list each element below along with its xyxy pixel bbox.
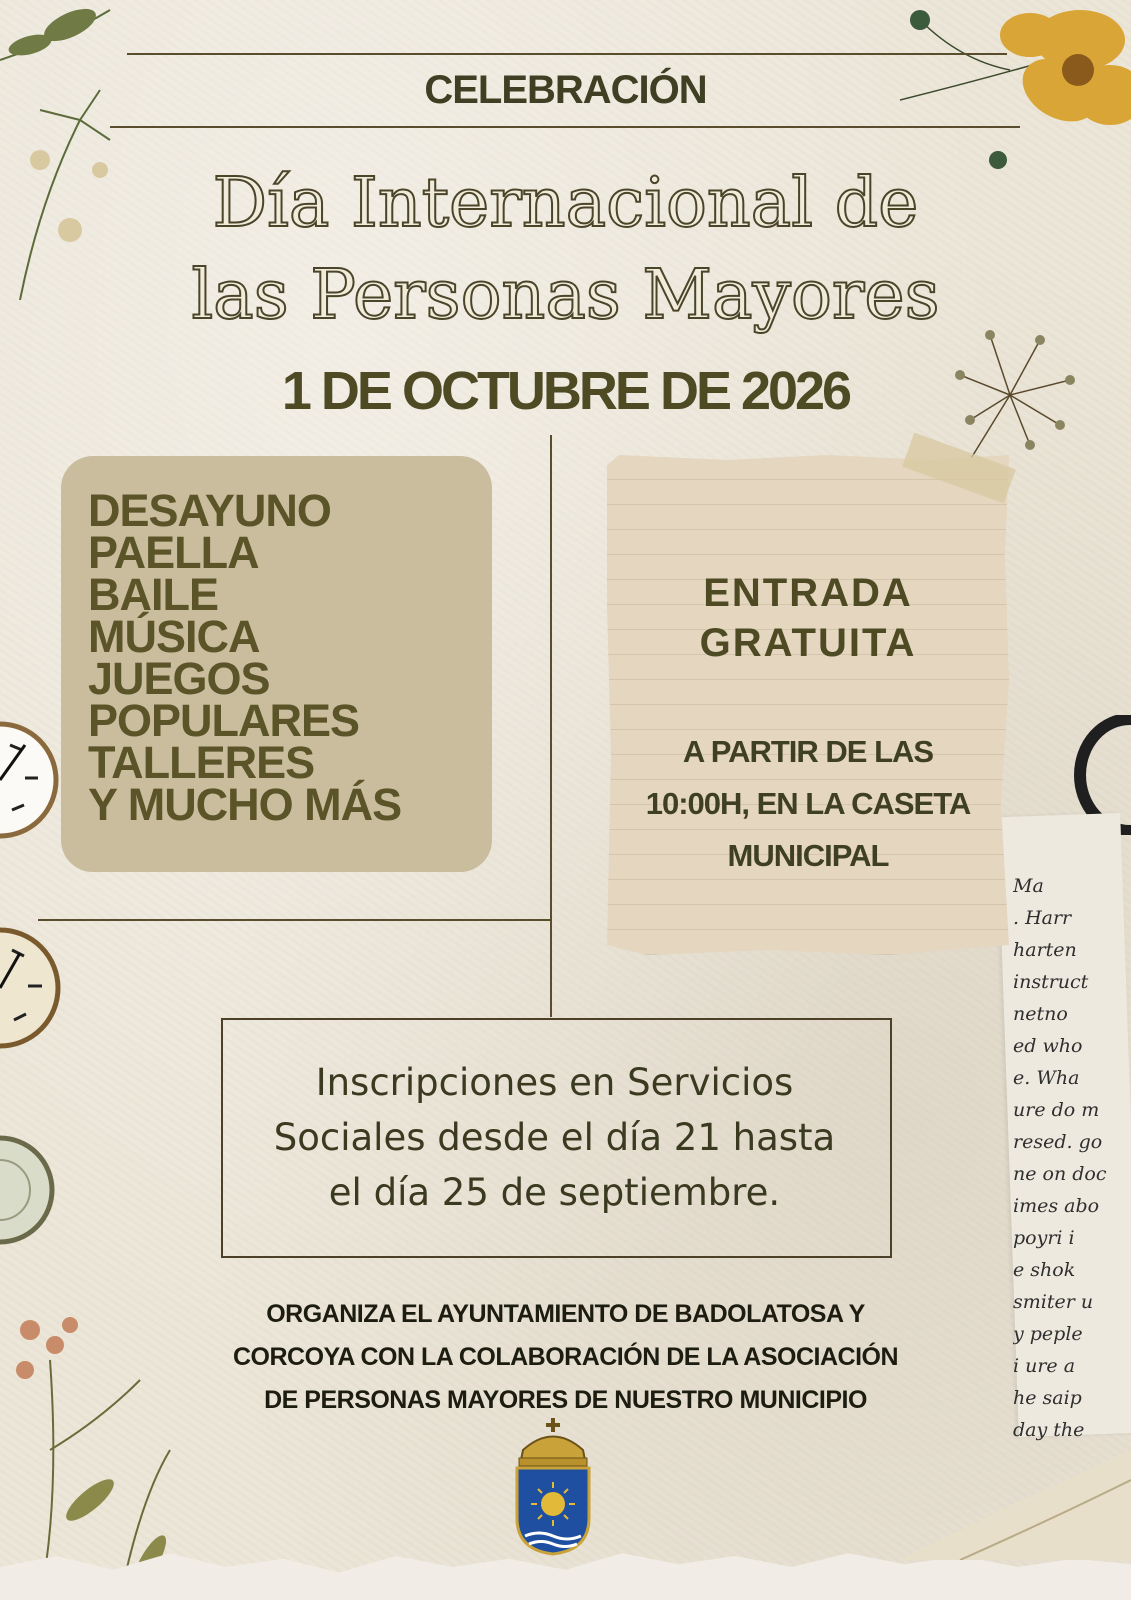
horario-line-3: MUNICIPAL bbox=[727, 838, 889, 873]
top-rule-upper bbox=[127, 53, 1007, 55]
organizer-line-1: ORGANIZA EL AYUNTAMIENTO DE BADOLATOSA Y bbox=[266, 1300, 865, 1328]
free-entry-text bbox=[607, 568, 1009, 668]
title-line-1: Día Internacional de bbox=[212, 164, 919, 243]
coat-of-arms-icon bbox=[505, 1418, 601, 1556]
clock-icon bbox=[0, 898, 62, 1078]
event-title bbox=[0, 158, 1131, 342]
organizer-line-3: DE PERSONAS MAYORES DE NUESTRO MUNICIPIO bbox=[264, 1386, 867, 1414]
registration-line-3: el día 25 de septiembre. bbox=[328, 1171, 781, 1214]
clock-icon bbox=[0, 1105, 56, 1275]
entrada-line-1: ENTRADA bbox=[703, 571, 913, 615]
activity-item: Y MUCHO MÁS bbox=[88, 779, 402, 830]
clock-icon bbox=[0, 690, 60, 870]
registration-line-1: Inscripciones en Servicios bbox=[315, 1061, 794, 1104]
top-rule-lower bbox=[110, 126, 1020, 128]
page-curl bbox=[900, 1440, 1131, 1560]
eyebrow-text: CELEBRACIÓN bbox=[424, 68, 707, 112]
horario-line-2: 10:00H, EN LA CASETA bbox=[645, 786, 971, 821]
activity-item: JUEGOS bbox=[88, 653, 270, 704]
entrada-line-2: GRATUITA bbox=[699, 621, 917, 665]
left-divider bbox=[38, 919, 551, 921]
activity-item: MÚSICA bbox=[88, 611, 260, 662]
activity-item: BAILE bbox=[88, 569, 218, 620]
activity-item: POPULARES bbox=[88, 695, 360, 746]
organizer-line-2: CORCOYA CON LA COLABORACIÓN DE LA ASOCIACIÓN bbox=[232, 1343, 899, 1371]
title-line-2: las Personas Mayores bbox=[191, 256, 940, 335]
horario-line-1: A PARTIR DE LAS bbox=[682, 734, 934, 769]
handwriting-decoration: Ma . Harr harten instruct netno ed who e. Wha ure do m resed. go ne on doc imes abo poyri i e shok smiter u y peple i ure a he saip day the bbox=[1013, 875, 1107, 1441]
registration-text bbox=[221, 1055, 888, 1220]
activity-item: PAELLA bbox=[88, 527, 259, 578]
activities-list bbox=[88, 485, 402, 830]
center-divider bbox=[550, 435, 552, 1017]
schedule-text bbox=[607, 726, 1009, 882]
activity-item: TALLERES bbox=[88, 737, 315, 788]
activity-item: DESAYUNO bbox=[88, 485, 331, 536]
event-date: 1 DE OCTUBRE DE 2026 bbox=[281, 361, 850, 421]
registration-line-2: Sociales desde el día 21 hasta bbox=[273, 1116, 836, 1159]
organizer-text bbox=[0, 1293, 1131, 1422]
